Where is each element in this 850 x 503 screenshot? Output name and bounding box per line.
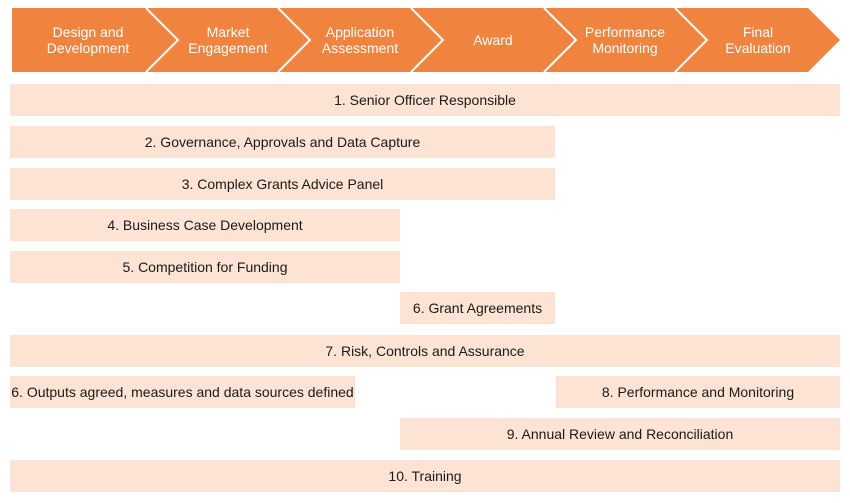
activity-annual-review-reconciliation: 9. Annual Review and Reconciliation <box>400 418 840 450</box>
activity-outputs-agreed: 6. Outputs agreed, measures and data sources defined <box>10 376 355 408</box>
activity-complex-grants-advice-panel: 3. Complex Grants Advice Panel <box>10 168 555 200</box>
stage-label-market-engagement: Market Engagement <box>188 24 268 56</box>
activity-senior-officer-responsible: 1. Senior Officer Responsible <box>10 84 840 116</box>
activity-risk-controls-assurance: 7. Risk, Controls and Assurance <box>10 335 840 367</box>
activity-training: 10. Training <box>10 460 840 492</box>
activity-competition-for-funding: 5. Competition for Funding <box>10 251 400 283</box>
stage-label-award: Award <box>473 32 513 48</box>
stage-label-final-evaluation: Final Evaluation <box>725 24 791 56</box>
stage-label-performance-monitoring: Performance Monitoring <box>584 24 666 56</box>
activity-grant-agreements: 6. Grant Agreements <box>400 292 555 324</box>
activity-performance-and-monitoring: 8. Performance and Monitoring <box>556 376 840 408</box>
activity-governance-approvals-data-capture: 2. Governance, Approvals and Data Capture <box>10 126 555 158</box>
stage-label-application-assessment: Application Assessment <box>321 24 399 56</box>
activity-business-case-development: 4. Business Case Development <box>10 209 400 241</box>
stage-label-design-and-development: Design and Development <box>46 24 130 56</box>
